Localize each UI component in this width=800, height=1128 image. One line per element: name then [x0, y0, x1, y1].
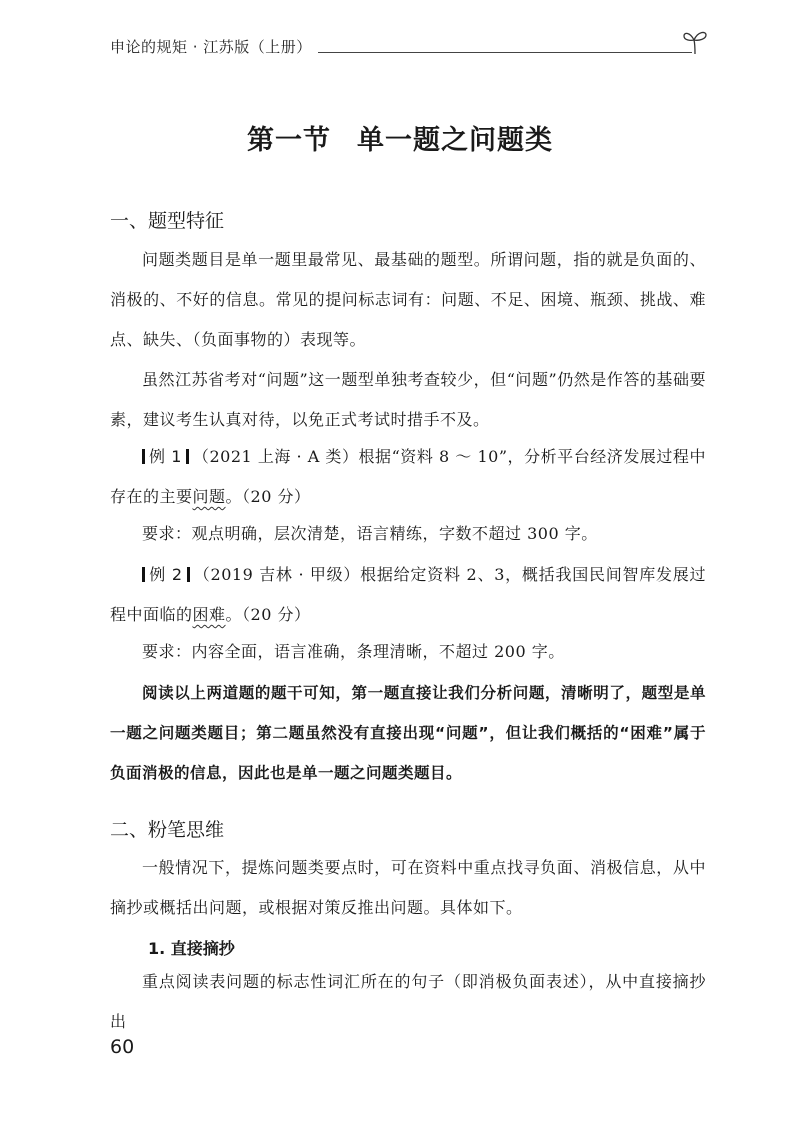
heading-question-features: 一、题型特征	[110, 210, 225, 232]
example-1-requirement: 要求：观点明确，层次清楚，语言精练，字数不超过 300 字。	[142, 524, 598, 543]
example-1-keyword: 问题	[192, 487, 226, 506]
sprout-icon	[682, 26, 708, 56]
paragraph-direct-excerpt: 重点阅读表问题的标志性词汇所在的句子（即消极负面表述），从中直接摘抄出	[110, 972, 706, 1031]
heading-direct-excerpt: 1. 直接摘抄	[148, 939, 235, 958]
section-title	[0, 118, 800, 157]
section-name: 单一题之问题类	[357, 125, 553, 156]
heading-fenbi-thinking: 二、粉笔思维	[110, 819, 225, 841]
example-2-requirement: 要求：内容全面，语言准确，条理清晰，不超过 200 字。	[142, 642, 565, 661]
example-2	[110, 555, 706, 635]
paragraph-jiangsu-note: 虽然江苏省考对“问题”这一题型单独考查较少，但“问题”仍然是作答的基础要素，建议考生认真对待，以免正式考试时措手不及。	[110, 370, 706, 429]
section-number: 第一节	[247, 125, 331, 156]
example-2-score: 。（20 分）	[225, 605, 311, 624]
example-1	[110, 437, 706, 517]
page-number: 60	[110, 1036, 135, 1058]
example-2-tag: 例 2	[138, 565, 194, 584]
example-1-tag: 例 1	[138, 447, 193, 466]
running-head: 申论的规矩 · 江苏版（上册）	[110, 38, 312, 56]
header-rule	[318, 52, 692, 53]
example-2-question: （2019 吉林 · 甲级）根据给定资料 2、3，概括我国民间智库发展过程中面临的	[110, 565, 706, 624]
example-2-keyword: 困难	[192, 605, 226, 624]
example-1-score: 。（20 分）	[225, 487, 311, 506]
paragraph-definition: 问题类题目是单一题里最常见、最基础的题型。所谓问题，指的就是负面的、消极的、不好的信息。常见的提问标志词有：问题、不足、困境、瓶颈、挑战、难点、缺失、（负面事物的）表现等。	[110, 250, 706, 349]
paragraph-method-intro: 一般情况下，提炼问题类要点时，可在资料中重点找寻负面、消极信息，从中摘抄或概括出问题，或根据对策反推出问题。具体如下。	[110, 858, 706, 917]
paragraph-analysis: 阅读以上两道题的题干可知，第一题直接让我们分析问题，清晰明了，题型是单一题之问题类题目；第二题虽然没有直接出现“问题”，但让我们概括的“困难”属于负面消极的信息，因此也是单一题之问题类题目。	[110, 684, 706, 782]
example-1-question: （2021 上海 · A 类）根据“资料 8 ～ 10”，分析平台经济发展过程中存在的主要	[110, 447, 706, 506]
